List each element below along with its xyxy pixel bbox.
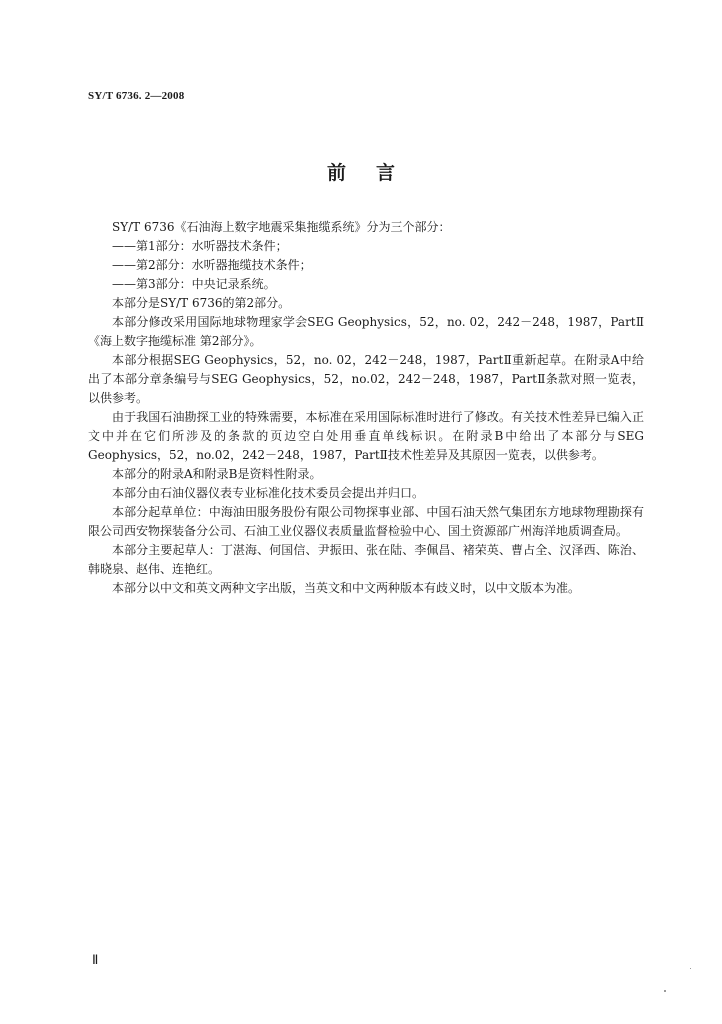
standard-code: SY/T 6736. 2—2008 — [88, 90, 185, 102]
paragraph-drafters: 本部分主要起草人：丁湛海、何国信、尹振田、张在陆、李佩昌、褚荣英、曹占全、汉泽西、陈治、韩晓泉、赵伟、连艳红。 — [88, 543, 644, 576]
paragraph-redraft: 本部分根据SEG Geophysics，52，no. 02，242－248，1987，PartⅡ重新起草。在附录A中给出了本部分章条编号与SEG Geophysics，52，no.02，242－248，1987，PartⅡ条款对照一览表，以供参考。 — [88, 353, 644, 405]
document-body — [88, 218, 644, 598]
list-item-part-1: ——第1部分：水听器技术条件； — [112, 239, 288, 253]
page-title: 前言 — [326, 162, 425, 184]
page-number: Ⅱ — [92, 952, 99, 967]
paragraph-annexes: 本部分的附录A和附录B是资料性附录。 — [112, 467, 322, 481]
paragraph-adoption: 本部分修改采用国际地球物理家学会SEG Geophysics，52，no. 02，242－248，1987，PartⅡ《海上数字拖缆标准 第2部分》。 — [88, 315, 644, 348]
paragraph-part-statement: 本部分是SY/T 6736的第2部分。 — [112, 296, 291, 310]
paragraph-modifications: 由于我国石油勘探工业的特殊需要，本标准在采用国际标准时进行了修改。有关技术性差异已编入正文中并在它们所涉及的条款的页边空白处用垂直单线标识。在附录B中给出了本部分与SEG Geophysics，52，no.02，242－248，1987，PartⅡ技术性差异及其原因一览表，以供参考。 — [88, 410, 644, 462]
scan-speck — [690, 968, 691, 969]
paragraph-drafting-units: 本部分起草单位：中海油田服务股份有限公司物探事业部、中国石油天然气集团东方地球物理勘探有限公司西安物探装备分公司、石油工业仪器仪表质量监督检验中心、国土资源部广州海洋地质调查局。 — [88, 505, 644, 538]
paragraph-intro: SY/T 6736《石油海上数字地震采集拖缆系统》分为三个部分： — [112, 220, 451, 234]
list-item-part-3: ——第3部分：中央记录系统。 — [112, 277, 276, 291]
scan-speck — [664, 990, 666, 992]
paragraph-proposer: 本部分由石油仪器仪表专业标准化技术委员会提出并归口。 — [112, 486, 425, 500]
list-item-part-2: ——第2部分：水听器拖缆技术条件； — [112, 258, 312, 272]
paragraph-language: 本部分以中文和英文两种文字出版，当英文和中文两种版本有歧义时，以中文版本为准。 — [112, 581, 581, 595]
